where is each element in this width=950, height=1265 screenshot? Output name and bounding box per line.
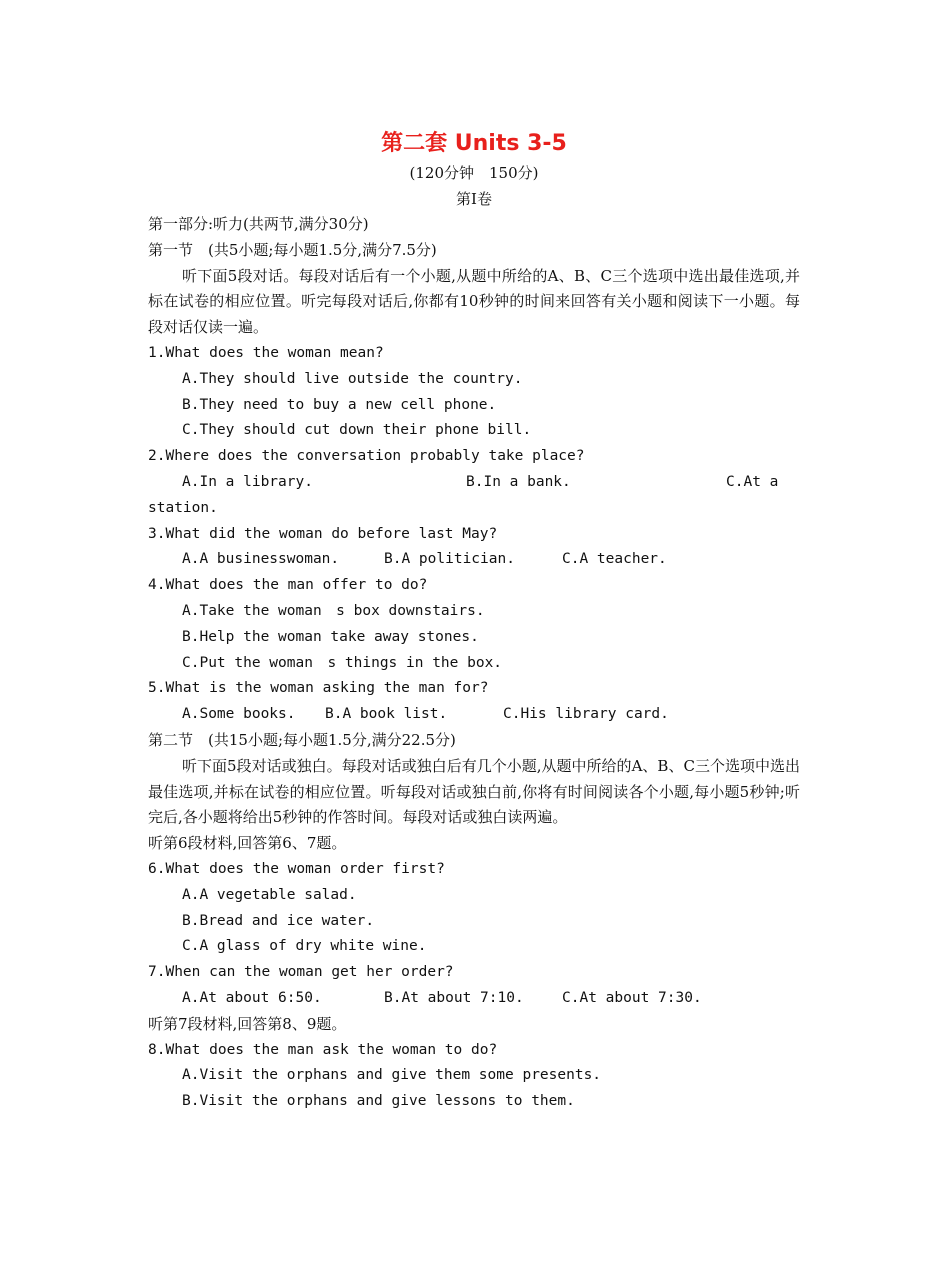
- q2-option-c: C.At a: [726, 473, 779, 490]
- q5-option-c: C.His library card.: [503, 706, 669, 723]
- q1-option-c: C.They should cut down their phone bill.: [182, 422, 532, 439]
- q7-option-a: A.At about 6:50.: [182, 989, 322, 1006]
- part-heading: 第一部分:听力(共两节,满分30分): [148, 215, 369, 233]
- question-2: 2.Where does the conversation probably take place?: [148, 448, 585, 465]
- exam-page: [148, 128, 800, 1115]
- q3-options: [148, 547, 800, 573]
- q4-option-c: C.Put the woman s things in the box.: [182, 654, 503, 671]
- section1-instruction: 听下面5段对话。每段对话后有一个小题,从题中所给的A、B、C三个选项中选出最佳选项,并标在试卷的相应位置。听完每段对话后,你都有10秒钟的时间来回答有关小题和阅读下一小题。每段对话仅读一遍。: [148, 266, 800, 337]
- q3-option-c: C.A teacher.: [562, 551, 667, 568]
- question-7: 7.When can the woman get her order?: [148, 964, 454, 981]
- q6-option-c: C.A glass of dry white wine.: [182, 938, 427, 955]
- section2-heading: 第二节 (共15小题;每小题1.5分,满分22.5分): [148, 730, 456, 749]
- q7-options: [148, 986, 800, 1012]
- q6-option-b: B.Bread and ice water.: [182, 912, 375, 929]
- material-6-heading: 听第6段材料,回答第6、7题。: [148, 834, 347, 853]
- q1-option-a: A.They should live outside the country.: [182, 370, 523, 387]
- material-7-heading: 听第7段材料,回答第8、9题。: [148, 1014, 347, 1033]
- q2-option-c-continued: station.: [148, 499, 218, 516]
- q7-option-b: B.At about 7:10.: [384, 989, 524, 1006]
- q7-option-c: C.At about 7:30.: [562, 989, 702, 1006]
- question-4: 4.What does the man offer to do?: [148, 577, 428, 594]
- section2-instruction: 听下面5段对话或独白。每段对话或独白后有几个小题,从题中所给的A、B、C三个选项中选出最佳选项,并标在试卷的相应位置。听每段对话或独白前,你将有时间阅读各个小题,每小题5秒钟;听完后,各小题将给出5秒钟的作答时间。每段对话或独白读两遍。: [148, 756, 800, 827]
- question-5: 5.What is the woman asking the man for?: [148, 680, 489, 697]
- question-1: 1.What does the woman mean?: [148, 344, 384, 361]
- q3-option-b: B.A politician.: [384, 551, 515, 568]
- q1-option-b: B.They need to buy a new cell phone.: [182, 396, 497, 413]
- volume-label: 第Ⅰ卷: [456, 190, 492, 208]
- page-title: 第二套 Units 3-5: [381, 131, 567, 156]
- q3-option-a: A.A businesswoman.: [182, 551, 340, 568]
- question-8: 8.What does the man ask the woman to do?: [148, 1041, 498, 1058]
- q8-option-b: B.Visit the orphans and give lessons to them.: [182, 1093, 575, 1110]
- q8-option-a: A.Visit the orphans and give them some presents.: [182, 1067, 602, 1084]
- q6-option-a: A.A vegetable salad.: [182, 886, 357, 903]
- section1-heading: 第一节 (共5小题;每小题1.5分,满分7.5分): [148, 240, 437, 259]
- q4-option-b: B.Help the woman take away stones.: [182, 628, 479, 645]
- q2-option-b: B.In a bank.: [466, 473, 571, 490]
- question-6: 6.What does the woman order first?: [148, 860, 445, 877]
- q5-options: [148, 702, 800, 728]
- q5-option-b: B.A book list.: [325, 706, 448, 723]
- time-score: (120分钟 150分): [409, 164, 539, 182]
- q2-options: [148, 470, 800, 496]
- q2-option-a: A.In a library.: [182, 473, 313, 490]
- q4-option-a: A.Take the woman s box downstairs.: [182, 602, 485, 619]
- q5-option-a: A.Some books.: [182, 706, 296, 723]
- question-3: 3.What did the woman do before last May?: [148, 525, 498, 542]
